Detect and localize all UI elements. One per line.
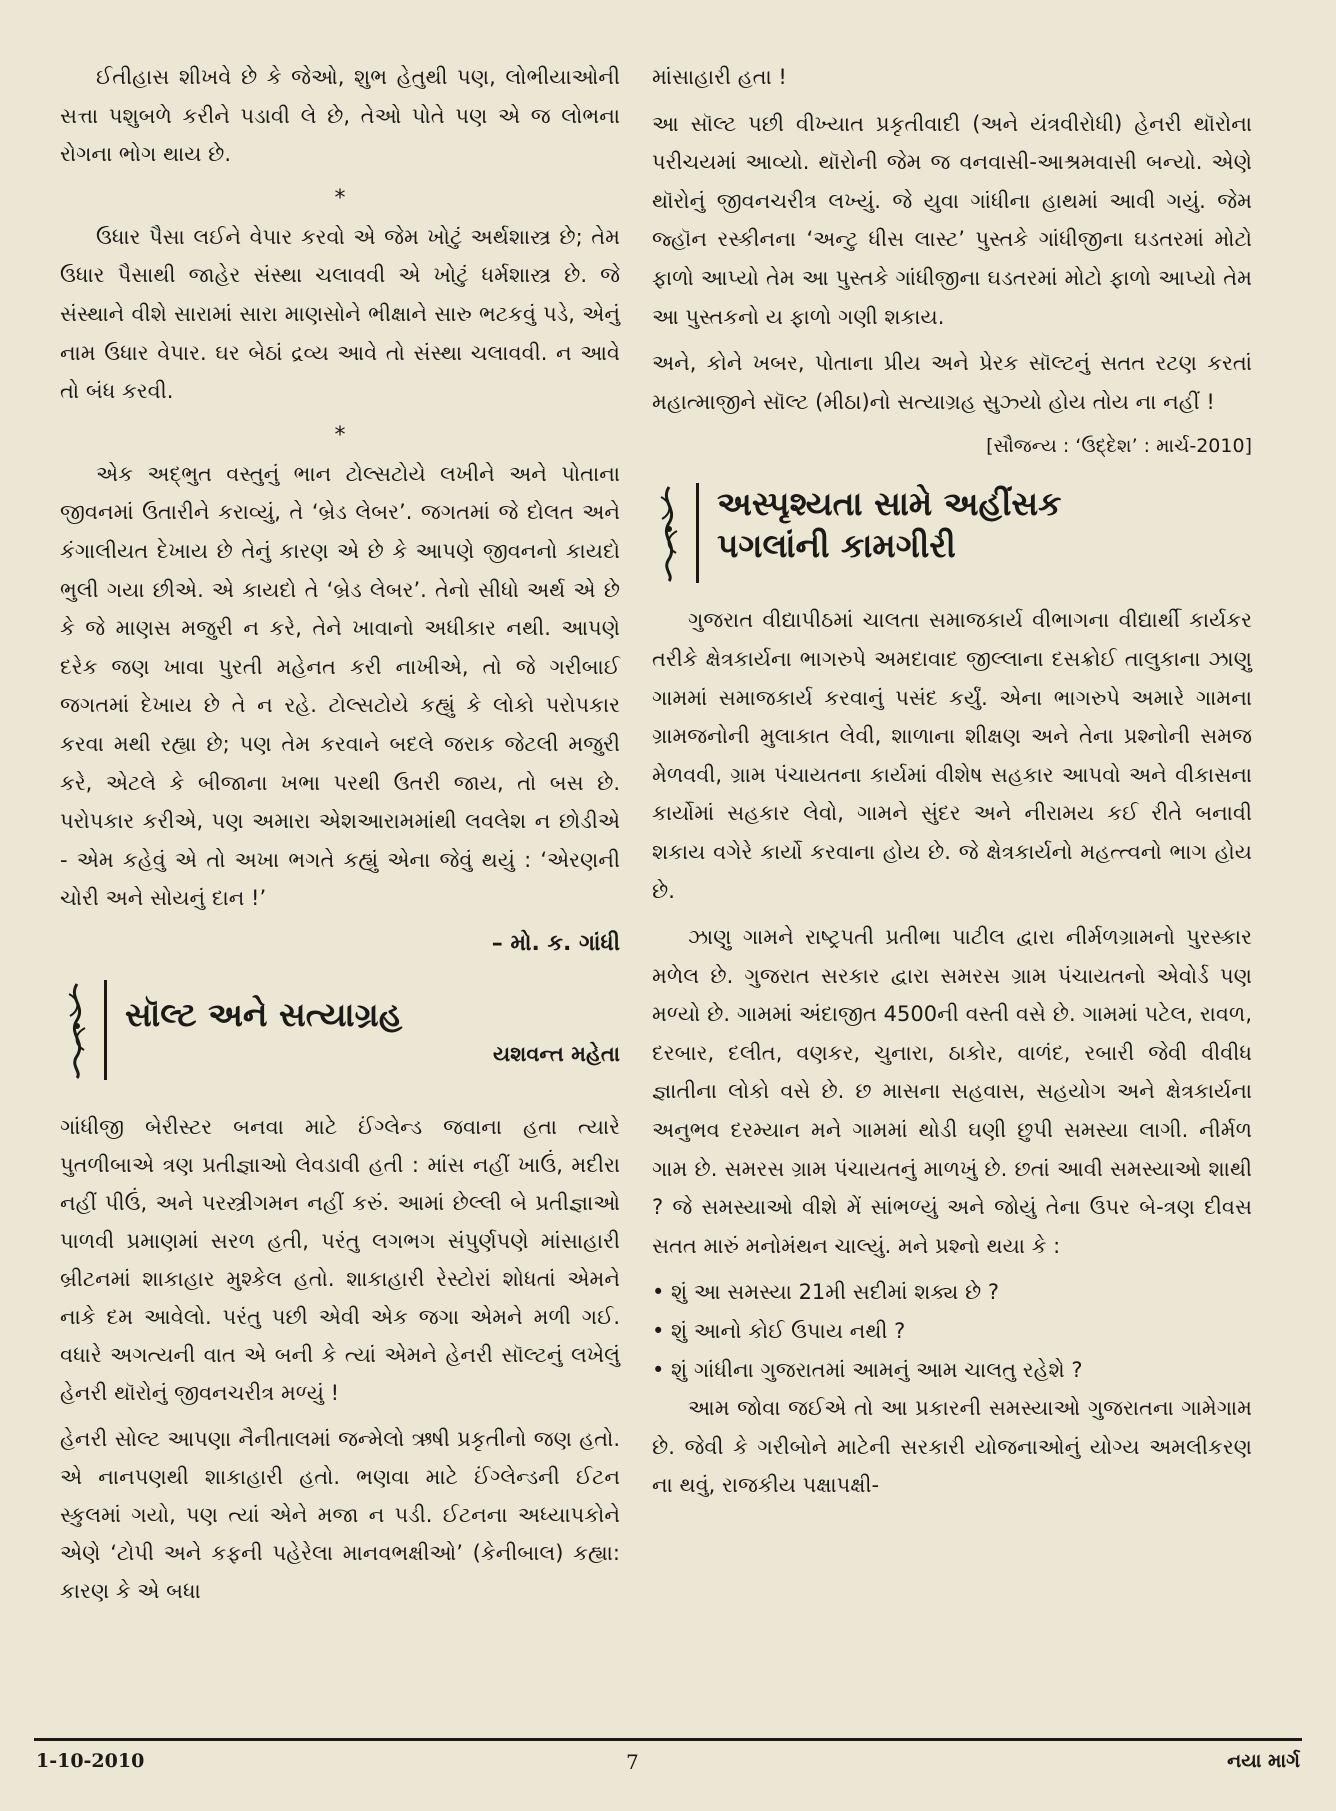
paragraph: માંસાહારી હતા ! [652,65,787,89]
paragraph: ગુજરાત વીદ્યાપીઠમાં ચાલતા સમાજકાર્ય વીભાગના વીદ્યાર્થી કાર્યકર તરીકે ક્ષેત્રકાર્યના ભાગરુપે અમદાવાદ જીલ્લાના દસક્રોઈ તાલુકાના ઝાણુ ગામમાં સમાજકાર્ય કરવાનું પસંદ કર્યું. એના ભાગરુપે અમારે ગામના ગ્રામજનોની મુલાકાત લેવી, શાળાના શીક્ષણ અને તેના પ્રશ્નોની સમજ મેળવવી, ગ્રામ પંચાયતના કાર્યમાં વીશેષ સહકાર આપવો અને વીકાસના કાર્યોમાં સહકાર લેવો, ગામને સુંદર અને નીરામય કઈ રીતે બનાવી શકાય વગેરે કાર્યો કરવાના હોય છે. જે ક્ષેત્રકાર્યનો મહત્ત્વનો ભાગ હોય છે. [652,608,1252,903]
section-title-line-1: અસ્પૃશ્યતા સામે અહીંસક [717,484,1062,524]
paragraph: આમ જોવા જઈએ તો આ પ્રકારની સમસ્યાઓ ગુજરાતના ગામેગામ છે. જેવી કે ગરીબોને માટેની સરકારી યોજનાઓનું યોગ્ય અમલીકરણ ના થવું, રાજકીય પક્ષાપક્ષી- [652,1396,1252,1498]
source-credit: [સૌજન્ય : ‘ઉદ્દેશ’ : માર્ચ-2010] [986,435,1252,458]
paragraph: ગાંધીજી બેરીસ્ટર બનવા માટે ઈંગ્લેન્ડ જવાના હતા ત્યારે પુતળીબાએ ત્રણ પ્રતીજ્ઞાઓ લેવડાવી હતી : માંસ નહીં ખાઉં, મદીરા નહીં પીઉં, અને પરસ્ત્રીગમન નહીં કરું. આમાં છેલ્લી બે પ્રતીજ્ઞાઓ પાળવી પ્રમાણમાં સરળ હતી, પરંતુ લગભગ સંપુર્ણપણે માંસાહારી બ્રીટનમાં શાકાહાર મુશ્કેલ હતો. શાકાહારી રેસ્ટોરાં શોધતાં એમને નાકે દમ આવેલો. પરંતુ પછી એવી એક જગા એમને મળી ગઈ. વધારે અગત્યની વાત એ બની કે ત્યાં એમને હેનરી સૉલ્ટનું લખેલું હેનરી થૉરોનું જીવનચરીત્ર મળ્યું ! [60,1114,620,1405]
paragraph: એક અદ્ભુત વસ્તુનું ભાન ટોલ્સટોયે લખીને અને પોતાના જીવનમાં ઉતારીને કરાવ્યું, તે ‘બ્રેડ લેબર’. જગતમાં જે દોલત અને કંગાલીયત દેખાય છે તેનું કારણ એ છે કે આપણે જીવનનો કાયદો ભુલી ગયા છીએ. એ કાયદો તે ‘બ્રેડ લેબર’. તેનો સીધો અર્થ એ છે કે જે માણસ મજુરી ન કરે, તેને ખાવાનો અધીકાર નથી. આપણે દરેક જણ ખાવા પુરતી મહેનત કરી નાખીએ, તો જે ગરીબાઈ જગતમાં દેખાય છે તે ન રહે. ટોલ્સટોયે કહ્યું કે લોકો પરોપકાર કરવા મથી રહ્યા છે; પણ તેમ કરવાને બદલે જરાક જેટલી મજુરી કરે, એટલે કે બીજાના ખભા પરથી ઉતરી જાય, તો બસ છે. પરોપકાર કરીએ, પણ અમારા એશઆરામમાંથી લવલેશ ન છોડીએ - એમ કહેવું એ તો અખા ભગતે કહ્યું એના જેવું થયું : ‘એરણની ચોરી અને સોયનું દાન !’ [60,461,620,911]
section-heading-text [104,980,620,1080]
footer-divider [34,1738,1302,1741]
section-heading [652,483,1252,583]
paragraph: ઈતીહાસ શીખવે છે કે જેઓ, શુભ હેતુથી પણ, લોભીયાઓની સત્તા પશુબળે કરીને પડાવી લે છે, તેઓ પોતે પણ એ જ લોભના રોગના ભોગ થાય છે. [60,65,620,167]
paragraph: હેનરી સોલ્ટ આપણા નૈનીતાલમાં જન્મેલો ઋષી પ્રકૃતીનો જણ હતો. એ નાનપણથી શાકાહારી હતો. ભણવા માટે ઈંગ્લેન્ડની ઈટન સ્કુલમાં ગયો, પણ ત્યાં એને મજા ન પડી. ઈટનના અધ્યાપકોને એણે ‘ટોપી અને કફની પહેરેલા માનવભક્ષીઓ’ (કેનીબાલ) કહ્યા: કારણ કે એ બધા [60,1426,620,1603]
bullet-item: • શું ગાંધીના ગુજરાતમાં આમનું આમ ચાલતુ રહેશે ? [652,1357,1083,1382]
section-heading [60,980,620,1080]
section-title-line-2: પગલાંની કામગીરી [717,526,956,566]
separator-star: * [334,185,346,211]
separator-star: * [334,422,346,448]
left-column [60,58,620,1618]
paragraph: ઝાણુ ગામને રાષ્ટ્રપતી પ્રતીભા પાટીલ દ્વારા નીર્મળગ્રામનો પુરસ્કાર મળેલ છે. ગુજરાત સરકાર દ્વારા સમરસ ગ્રામ પંચાયતનો એવોર્ડ પણ મળ્યો છે. ગામમાં અંદાજીત 4500ની વસ્તી વસે છે. ગામમાં પટેલ, રાવળ, દરબાર, દલીત, વણકર, ચુનારા, ઠાકોર, વાળંદ, રબારી જેવી વીવીધ જ્ઞાતીના લોકો વસે છે. છ માસના સહવાસ, સહયોગ અને ક્ષેત્રકાર્યના અનુભવ દરમ્યાન મને ગામમાં થોડી ઘણી છુપી સમસ્યા લાગી. નીર્મળ ગામ છે. સમરસ ગ્રામ પંચાયતનું માળખું છે. છતાં આવી સમસ્યાઓ શાથી ? જે સમસ્યાઓ વીશે મેં સાંભળ્યું અને જોયું તેના ઉપર બે-ત્રણ દીવસ સતત મારું મનોમંથન ચાલ્યું. મને પ્રશ્નો થયા કે : [652,925,1252,1258]
footer-date: 1-10-2010 [36,1750,145,1772]
paragraph: આ સૉલ્ટ પછી વીખ્યાત પ્રકૃતીવાદી (અને યંત્રવીરોધી) હેનરી થૉરોના પરીચયમાં આવ્યો. થૉરોની જેમ જ વનવાસી-આશ્રમવાસી બન્યો. એણે થૉરોનું જીવનચરીત્ર લખ્યું. જે યુવા ગાંધીના હાથમાં આવી ગયું. જેમ જ્હૉન રસ્કીનના ‘અન્ટુ ધીસ લાસ્ટ’ પુસ્તકે ગાંધીજીના ઘડતરમાં મોટો ફાળો આપ્યો તેમ આ પુસ્તકે ગાંધીજીના ઘડતરમાં મોટો ફાળો આપ્યો તેમ આ પુસ્તકનો ય ફાળો ગણી શકાય. [652,111,1252,329]
page-number: 7 [626,1750,639,1774]
bullet-item: • શું આનો કોઈ ઉપાય નથી ? [652,1319,906,1344]
paragraph: ઉધાર પૈસા લઈને વેપાર કરવો એ જેમ ખોટું અર્થશાસ્ત્ર છે; તેમ ઉધાર પૈસાથી જાહેર સંસ્થા ચલાવવી એ ખોટું ધર્મશાસ્ત્ર છે. જે સંસ્થાને વીશે સારામાં સારા માણસોને ભીક્ષાને સારુ ભટકવું પડે, એનું નામ ઉધાર વેપાર. ઘર બેઠાં દ્રવ્ય આવે તો સંસ્થા ચલાવવી. ન આવે તો બંધ કરવી. [60,224,620,404]
right-column [652,58,1252,1513]
paragraph: અને, કોને ખબર, પોતાના પ્રીય અને પ્રેરક સૉલ્ટનું સતત રટણ કરતાં મહાત્માજીને સૉલ્ટ (મીઠા)નો સત્યાગ્રહ સુઝ્યો હોય તોય ના નહીં ! [652,351,1252,414]
ornament-icon [60,980,94,1080]
magazine-name: નયા માર્ગ [1227,1750,1300,1772]
section-author: યશવન્ત મહેતા [492,1041,620,1066]
bullet-item: • શું આ સમસ્યા 21મી સદીમાં શક્ય છે ? [652,1280,1000,1305]
section-title: સૉલ્ટ અને સત્યાગ્રહ [125,994,403,1034]
section-heading-text [696,483,1252,583]
signature: – મો. ક. ગાંધી [491,930,620,956]
ornament-icon [652,483,686,583]
